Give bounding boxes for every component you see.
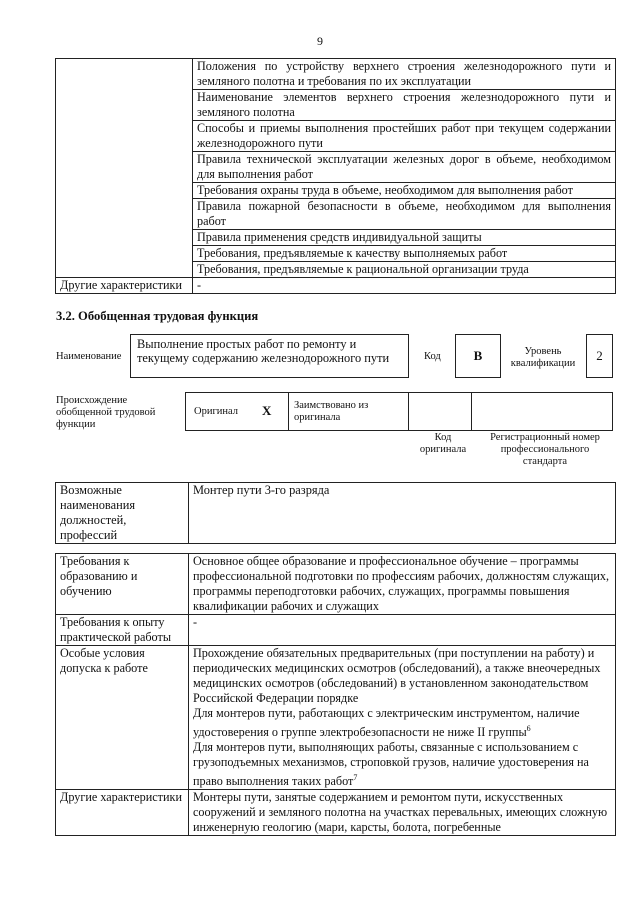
page-number: 9 (317, 34, 323, 48)
level-value-box (586, 334, 613, 378)
conditions-value (189, 646, 616, 790)
knowledge-item: Требования, предъявляемые к рациональной организации труда (193, 262, 616, 278)
conditions-paragraph: Для монтеров пути, выполняющих работы, связанные с использованием с грузоподъемных механизмов, строповкой грузов, наличие удостоверения на право выполнения таких работ$^7$ (193, 740, 589, 789)
knowledge-item: Наименование элементов верхнего строения железнодорожного пути и земляного полотна (193, 90, 616, 121)
experience-value: - (189, 615, 616, 646)
registration-number-caption: Регистрационный номер профессионального стандарта (490, 432, 600, 467)
name-label: Наименование (56, 351, 122, 362)
conditions-paragraph: Для монтеров пути, работающих с электрическим инструментом, наличие удостоверения о группе электробезопасности не ниже II группы$^6$ (193, 706, 580, 740)
function-name-box (130, 334, 409, 378)
level-value: 2 (596, 348, 603, 363)
positions-label: Возможные наименования должностей, профессий (56, 483, 189, 544)
footnote-ref: 7 (353, 773, 358, 783)
table-row (56, 554, 616, 615)
knowledge-table (55, 58, 616, 294)
other-label: Другие характеристики (56, 790, 189, 836)
knowledge-item: Положения по устройству верхнего строения железнодорожного пути и земляного полотна и требования по их эксплуатации (193, 59, 616, 90)
knowledge-item: Способы и приемы выполнения простейших работ при текущем содержании железнодорожного пути (193, 121, 616, 152)
positions-value: Монтер пути 3-го разряда (189, 483, 616, 544)
code-value: B (473, 348, 483, 363)
original-label: Оригинал (194, 406, 238, 417)
section-title: 3.2. Обобщенная трудовая функция (56, 309, 259, 323)
table-row (56, 59, 616, 90)
other-characteristics-label: Другие характеристики (56, 278, 193, 294)
other-value: Монтеры пути, занятые содержанием и ремонтом пути, искусственных сооружений и земляного полотна на участках перевальных, имеющих сложную инженерную геологию (мари, карсты, болота, погребенные (189, 790, 616, 836)
original-mark: X (262, 403, 272, 418)
conditions-paragraph: Прохождение обязательных предварительных (при поступлении на работу) и периодических медицинских осмотров (обследований), а также внеочередных медицинских осмотров (обследований) в установленном законодательством Российской Федерации порядке (193, 646, 601, 705)
knowledge-item: Требования, предъявляемые к качеству выполняемых работ (193, 246, 616, 262)
divider (471, 392, 472, 431)
function-name-value: Выполнение простых работ по ремонту и текущему содержанию железнодорожного пути (137, 337, 390, 365)
knowledge-item: Требования охраны труда в объеме, необходимом для выполнения работ (193, 183, 616, 199)
table-row (56, 483, 616, 544)
knowledge-item: Правила пожарной безопасности в объеме, необходимом для выполнения работ (193, 199, 616, 230)
requirements-table (55, 553, 616, 836)
table-row (56, 278, 616, 294)
education-label: Требования к образованию и обучению (56, 554, 189, 615)
table-row (56, 646, 616, 790)
level-label: Уровень квалификации (510, 346, 576, 369)
code-label: Код (424, 351, 441, 362)
knowledge-label-cell (56, 59, 193, 278)
conditions-label: Особые условия допуска к работе (56, 646, 189, 790)
table-row (56, 790, 616, 836)
positions-table (55, 482, 616, 544)
table-row (56, 615, 616, 646)
knowledge-item: Правила технической эксплуатации железных дорог в объеме, необходимом для выполнения работ (193, 152, 616, 183)
divider (288, 392, 289, 431)
footnote-ref: 6 (526, 724, 531, 733)
education-value: Основное общее образование и профессиональное обучение – программы профессиональной подготовки по профессиям рабочих, должностям служащих, программы переподготовки рабочих, служащих, программы повышения квалификации рабочих и служащих (189, 554, 616, 615)
borrowed-label: Заимствовано из оригинала (294, 400, 369, 423)
origin-table (185, 392, 613, 431)
divider (408, 392, 409, 431)
knowledge-item: Правила применения средств индивидуальной защиты (193, 230, 616, 246)
origin-label: Происхождение обобщенной трудовой функции (56, 395, 156, 430)
other-characteristics-value: - (193, 278, 616, 294)
code-original-caption: Код оригинала (419, 432, 467, 455)
code-value-box (455, 334, 501, 378)
experience-label: Требования к опыту практической работы (56, 615, 189, 646)
